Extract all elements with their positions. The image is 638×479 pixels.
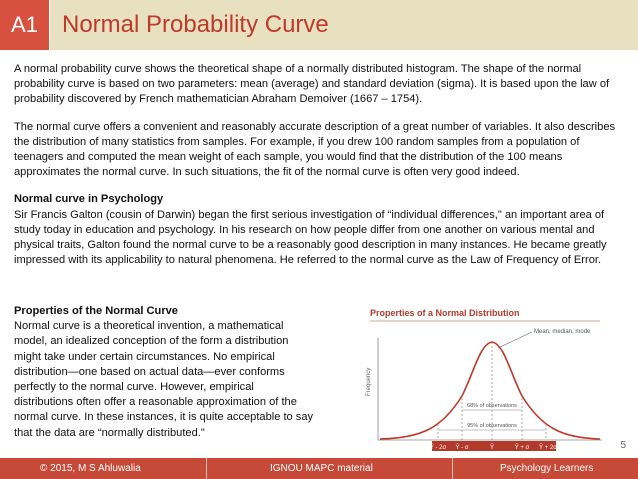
properties-section [14, 304, 316, 441]
paragraph-description: The normal curve offers a convenient and reasonably accurate description of a great number of variables. It also describes the distribution of many statistics from samples. For example, if you drew 100 random samples from a population of teenagers and computed the mean weight of each sample, you would find that the distribution of the 100 means approximates the normal curve. In such situations, the fit of the normal curve is often very good indeed. [14, 120, 616, 179]
psychology-text: Sir Francis Galton (cousin of Darwin) began the first serious investigation of “individual differences," an important area of study today in education and psychology. In his research on how people differ from one another on various mental and physical traits, Galton found the normal curve to be a reasonably good description in many instances. He became greatly impressed with its applicability to natural phenomena. He referred to the normal curve as the Law of Frequency of Error. [14, 208, 607, 267]
tick-minus-two-sigma: Ȳ - 2σ [429, 445, 447, 451]
tick-plus-two-sigma: Ȳ + 2σ [539, 445, 557, 451]
footer-copyright: © 2015, M S Ahluwalia [40, 463, 141, 474]
psychology-heading: Normal curve in Psychology [14, 193, 164, 206]
tick-minus-one-sigma: Ȳ - σ [455, 445, 469, 451]
footer-divider-left [206, 458, 207, 479]
footer-brand: Psychology Learners [500, 463, 594, 474]
tick-plus-one-sigma: Ȳ + σ [514, 445, 530, 451]
slide-code: A1 [0, 0, 49, 50]
paragraph-intro: A normal probability curve shows the theoretical shape of a normally distributed histogram. The shape of the normal probability curve is based on two parameters: mean (average) and standard deviation (sigma). It is based upon the law of probability discovered by French mathematician Abraham Demoiver (1667 – 1754). [14, 63, 610, 106]
slide-body [14, 62, 624, 280]
figure-ylabel: Frequency [366, 367, 372, 396]
band2-label: 95% of observations [467, 423, 517, 429]
properties-text: Normal curve is a theoretical invention, a mathematical model, an idealized conception of the form a distribution might take under certain circumstances. No empirical distribution—one based on actual data—ever conforms perfectly to the normal curve. However, empirical distributions often offer a reasonable approximation of the normal curve. In these instances, it is quite acceptable to say that the data are “normally distributed." [14, 320, 314, 439]
slide-footer [0, 458, 638, 479]
figure-annotation: Mean, median, mode [534, 329, 591, 335]
psychology-section [14, 192, 624, 268]
page-number: 5 [620, 440, 626, 451]
normal-curve-svg [362, 306, 608, 456]
slide-header [0, 0, 638, 50]
figure-title: Properties of a Normal Distribution [370, 308, 520, 318]
slide-title: Normal Probability Curve [50, 0, 638, 50]
annotation-pointer [498, 332, 532, 348]
tick-mean: Ȳ [489, 445, 495, 451]
footer-source: IGNOU MAPC material [270, 463, 373, 474]
normal-distribution-figure [362, 306, 608, 456]
properties-heading: Properties of the Normal Curve [14, 305, 178, 317]
band1-label: 68% of observations [467, 403, 517, 409]
footer-divider-right [452, 458, 453, 479]
